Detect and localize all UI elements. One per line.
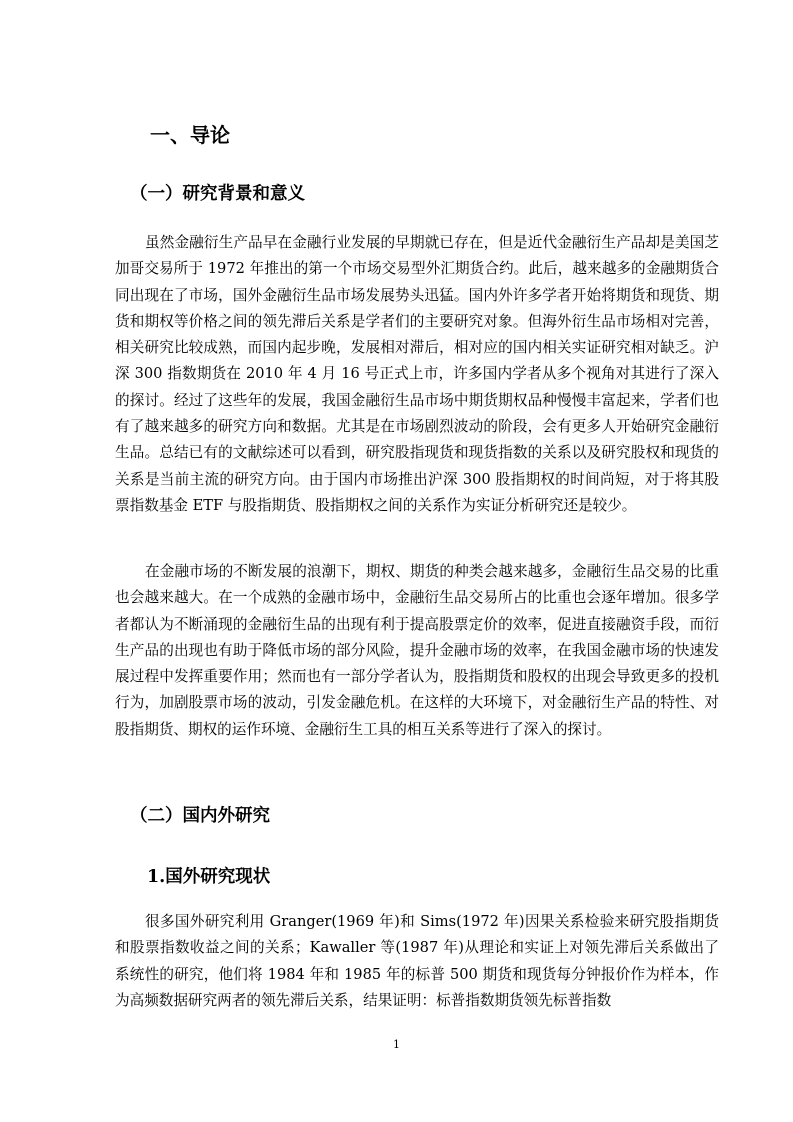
paragraph-background-2: 在金融市场的不断发展的浪潮下，期权、期货的种类会越来越多，金融衍生品交易的比重也会越来越大。在一个成熟的金融市场中，金融衍生品交易所占的比重也会逐年增加。很多学者都认为不断涌现的金融衍生品的出现有利于提高股票定价的效率，促进直接融资手段，而衍生产品的出现也有助于降低市场的部分风险，提升金融市场的效率，在我国金融市场的快速发展过程中发挥重要作用；然而也有一部分学者认为，股指期货和股权的出现会导致更多的投机行为，加剧股票市场的波动，引发金融危机。在这样的大环境下，对金融衍生产品的特性、对股指期货、期权的运作环境、金融衍生工具的相互关系等进行了深入的探讨。 (115, 563, 719, 738)
subsection-heading-foreign: 1.国外研究现状 (147, 867, 271, 887)
chapter-heading: 一、导论 (150, 123, 230, 147)
section-heading-background: （一）研究背景和意义 (130, 184, 305, 204)
paragraph-background-1: 虽然金融衍生产品早在金融行业发展的早期就已存在，但是近代金融衍生产品却是美国芝加哥交易所于 1972 年推出的第一个市场交易型外汇期货合约。此后，越来越多的金融期货合同出现在了市场，国外金融衍生品市场发展势头迅猛。国内外许多学者开始将期货和现货、期货和期权等价格之间的领先滞后关系是学者们的主要研究对象。但海外衍生品市场相对完善，相关研究比较成熟，而国内起步晚，发展相对滞后，相对应的国内相关实证研究相对缺乏。沪深 300 指数期货在 2010 年 4 月 16 号正式上市，许多国内学者从多个视角对其进行了深入的探讨。经过了这些年的发展，我国金融衍生品市场中期货期权品种慢慢丰富起来，学者们也有了越来越多的研究方向和数据。尤其是在市场剧烈波动的阶段，会有更多人开始研究金融衍生品。总结已有的文献综述可以看到，研究股指现货和现货指数的关系以及研究股权和现货的关系是当前主流的研究方向。由于国内市场推出沪深 300 股指期权的时间尚短，对于将其股票指数基金 ETF 与股指期货、股指期权之间的关系作为实证分析研究还是较少。 (115, 234, 719, 514)
paragraph-foreign-research: 很多国外研究利用 Granger(1969 年)和 Sims(1972 年)因果关系检验来研究股指期货和股票指数收益之间的关系；Kawaller 等(1987 年)从理论和实证上对领先滞后关系做出了系统性的研究，他们将 1984 年和 1985 年的标普 500 期货和现货每分钟报价作为样本，作为高频数据研究两者的领先滞后关系，结果证明：标普指数期货领先标普指数 (115, 913, 719, 1009)
section-heading-research: （二）国内外研究 (130, 806, 270, 826)
page-number: 1 (393, 1038, 400, 1051)
